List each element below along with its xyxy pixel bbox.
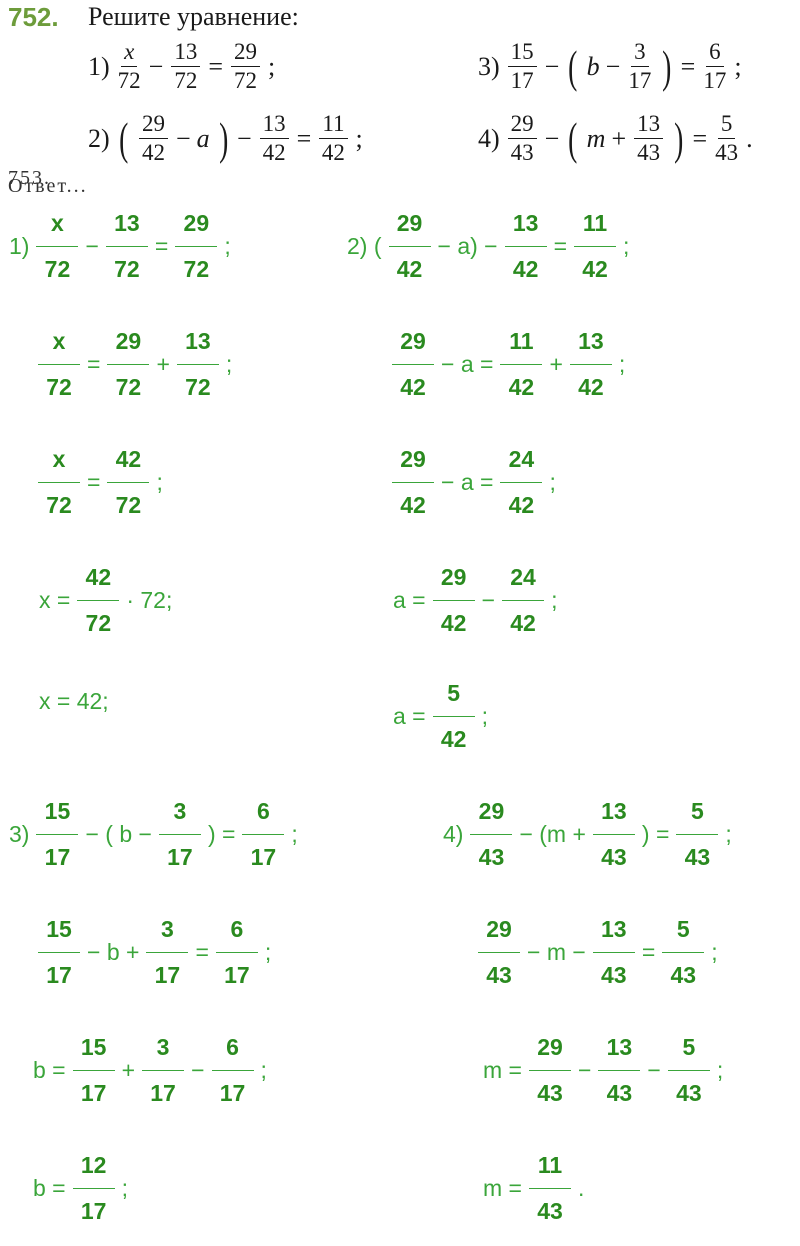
fraction: $\frac{15}{17}$ bbox=[73, 1034, 115, 1107]
fraction: $\frac{3}{17}$ bbox=[159, 798, 201, 871]
solution-4-line-2: $\frac{29}{43}$ − m − $\frac{13}{43}$ = $\frac{5}{43}$ ; bbox=[474, 916, 721, 989]
fraction: $\frac{13}{42}$ bbox=[570, 328, 612, 401]
next-task-cut-text: 753. Ответ... bbox=[8, 167, 88, 197]
task-equation-1: 1) x 72 − $\frac{13}{72}$ = $\frac{29}{72}$ ; bbox=[88, 39, 276, 94]
fraction: $\frac{13}{72}$ bbox=[171, 40, 200, 93]
fraction: $\frac{15}{17}$ bbox=[36, 798, 78, 871]
fraction: $\frac{24}{42}$ bbox=[500, 446, 542, 519]
fraction: $\frac{11}{42}$ bbox=[319, 112, 347, 165]
solution-3-line-2: $\frac{15}{17}$ − b + $\frac{3}{17}$ = $\frac{6}{17}$ ; bbox=[34, 916, 274, 989]
solution-3-line-4: b = $\frac{12}{17}$ ; bbox=[33, 1152, 129, 1224]
fraction: $\frac{11}{43}$ bbox=[529, 1152, 571, 1225]
fraction: $\frac{6}{17}$ bbox=[242, 798, 284, 871]
task-title: Решите уравнение: bbox=[88, 2, 299, 31]
fraction: $\frac{13}{43}$ bbox=[593, 798, 635, 871]
fraction: $\frac{15}{17}$ bbox=[38, 916, 80, 989]
task-equation-4: 4) 29 43 − ( m + $\frac{13}{43}$ ) = $\frac{5}{43}$ . bbox=[478, 111, 753, 166]
fraction: $\frac{13}{42}$ bbox=[505, 210, 547, 283]
solution-4-line-1: 4) $\frac{29}{43}$ − (m + $\frac{13}{43}$ ) = $\frac{5}{43}$ ; bbox=[443, 798, 732, 870]
fraction: $\frac{29}{42}$ bbox=[433, 564, 475, 637]
solution-1-line-3: $\frac{x}{72}$ = $\frac{42}{72}$ ; bbox=[34, 446, 166, 519]
fraction: $\frac{6}{17}$ bbox=[703, 39, 727, 94]
task-header bbox=[0, 0, 800, 197]
fraction: 29 43 bbox=[508, 112, 537, 165]
fraction: $\frac{13}{43}$ bbox=[634, 112, 663, 165]
solution-2-line-2: $\frac{29}{42}$ − a = $\frac{11}{42}$ + $\frac{13}{42}$ ; bbox=[388, 328, 628, 401]
fraction: $\frac{11}{42}$ bbox=[574, 210, 616, 283]
solution-2-line-1: 2) ( $\frac{29}{42}$ − a) − $\frac{13}{42}$ = $\frac{11}{42}$ ; bbox=[347, 210, 630, 282]
fraction: $\frac{x}{72}$ bbox=[38, 328, 80, 401]
fraction: $\frac{42}{72}$ bbox=[107, 446, 149, 519]
fraction: $\frac{29}{43}$ bbox=[478, 916, 520, 989]
task-equation-2: 2) ( 29 42 − a ) − $\frac{13}{42}$ = $\frac{11}{42}$ ; bbox=[88, 111, 363, 166]
solution-1-line-4: x = $\frac{42}{72}$ · 72; bbox=[39, 564, 173, 636]
solution-3-line-1: 3) $\frac{15}{17}$ − ( b − $\frac{3}{17}$ ) = $\frac{6}{17}$ ; bbox=[9, 798, 298, 870]
fraction: $\frac{29}{72}$ bbox=[231, 40, 260, 93]
fraction: $\frac{24}{42}$ bbox=[502, 564, 544, 637]
fraction: $\frac{3}{17}$ bbox=[142, 1034, 184, 1107]
solution-1-line-1: 1) $\frac{x}{72}$ − $\frac{13}{72}$ = $\frac{29}{72}$ ; bbox=[9, 210, 231, 282]
solution-2-line-4: a = $\frac{29}{42}$ − $\frac{24}{42}$ ; bbox=[393, 564, 558, 636]
fraction: $\frac{29}{42}$ bbox=[392, 328, 434, 401]
solution-4-line-3: m = $\frac{29}{43}$ − $\frac{13}{43}$ − $\frac{5}{43}$ ; bbox=[483, 1034, 724, 1106]
fraction: $\frac{29}{42}$ bbox=[392, 446, 434, 519]
fraction: $\frac{13}{43}$ bbox=[593, 916, 635, 989]
fraction: $\frac{3}{17}$ bbox=[146, 916, 188, 989]
fraction: $\frac{3}{17}$ bbox=[628, 39, 652, 94]
fraction: x 72 bbox=[117, 39, 141, 94]
fraction: $\frac{13}{72}$ bbox=[106, 210, 148, 283]
fraction: $\frac{5}{42}$ bbox=[433, 680, 475, 753]
fraction: $\frac{11}{42}$ bbox=[500, 328, 542, 401]
solution-1-line-2: $\frac{x}{72}$ = $\frac{29}{72}$ + $\frac{13}{72}$ ; bbox=[34, 328, 235, 401]
fraction: $\frac{29}{72}$ bbox=[107, 328, 149, 401]
fraction: $\frac{5}{43}$ bbox=[715, 111, 739, 166]
solution-1-line-5: x = 42; bbox=[39, 688, 109, 714]
fraction: $\frac{42}{72}$ bbox=[77, 564, 119, 637]
fraction: $\frac{5}{43}$ bbox=[662, 916, 704, 989]
fraction: $\frac{x}{72}$ bbox=[36, 210, 78, 283]
solution-2-line-3: $\frac{29}{42}$ − a = $\frac{24}{42}$ ; bbox=[388, 446, 559, 519]
task-number: 752. bbox=[8, 2, 59, 32]
solution-3-line-3: b = $\frac{15}{17}$ + $\frac{3}{17}$ − $\frac{6}{17}$ ; bbox=[33, 1034, 267, 1106]
fraction: $\frac{x}{72}$ bbox=[38, 446, 80, 519]
fraction: $\frac{5}{43}$ bbox=[668, 1034, 710, 1107]
fraction: $\frac{6}{17}$ bbox=[216, 916, 258, 989]
fraction: $\frac{29}{42}$ bbox=[389, 210, 431, 283]
fraction: 29 42 bbox=[139, 112, 168, 165]
fraction: $\frac{13}{42}$ bbox=[260, 112, 289, 165]
fraction: $\frac{5}{43}$ bbox=[676, 798, 718, 871]
fraction: $\frac{13}{43}$ bbox=[598, 1034, 640, 1107]
solution-2-line-5: a = $\frac{5}{42}$ ; bbox=[393, 680, 489, 752]
fraction: $\frac{29}{43}$ bbox=[529, 1034, 571, 1107]
fraction: $\frac{12}{17}$ bbox=[73, 1152, 115, 1225]
fraction: $\frac{6}{17}$ bbox=[212, 1034, 254, 1107]
fraction: $\frac{29}{43}$ bbox=[470, 798, 512, 871]
fraction: $\frac{13}{72}$ bbox=[177, 328, 219, 401]
solution-4-line-4: m = $\frac{11}{43}$ . bbox=[483, 1152, 585, 1224]
fraction: $\frac{29}{72}$ bbox=[175, 210, 217, 283]
fraction: 15 17 bbox=[508, 40, 537, 93]
task-equation-3: 3) 15 17 − ( b − $\frac{3}{17}$ ) = $\frac{6}{17}$ ; bbox=[478, 39, 742, 94]
